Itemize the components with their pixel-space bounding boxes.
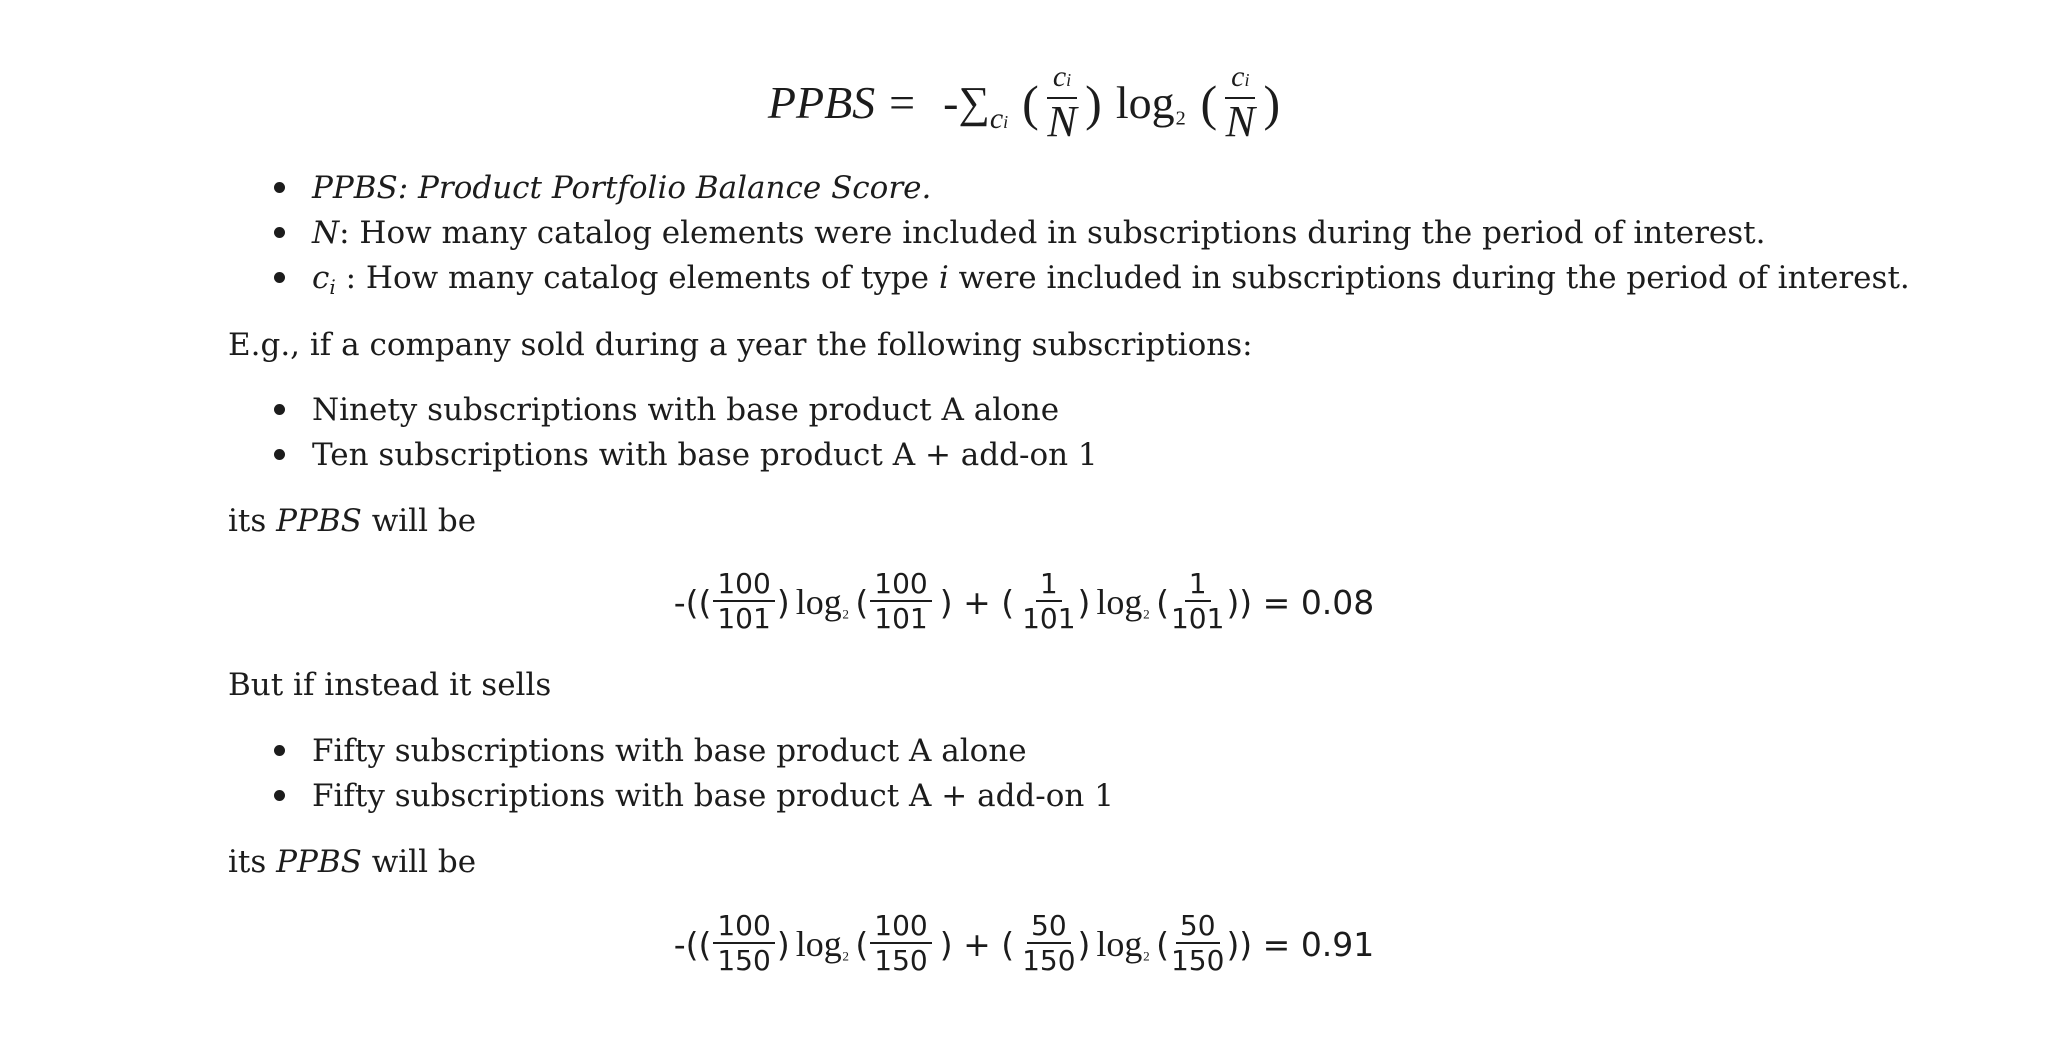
formula-sum-subscript: ci <box>989 101 1009 135</box>
definition-n: N: How many catalog elements were included in subscriptions during the period of interest. <box>312 213 1765 253</box>
fraction: 100 101 <box>870 568 931 636</box>
formula-log: log₂ <box>1115 77 1187 128</box>
formula-fraction-1: $\frac{ci}{N}$ <box>1047 60 1077 146</box>
bullet-icon <box>274 745 285 756</box>
formula-equals: = <box>889 77 916 128</box>
example2-calculation: -(( 100 150 ) log₂ ( 100 150 ) + ( 50 150 ) log₂ ( 50 150 )) = 0.91 <box>673 909 1375 977</box>
formula-lparen-1: ( <box>1022 74 1039 131</box>
contrast-text: But if instead it sells <box>228 667 552 703</box>
formula-lhs: PPBS <box>767 77 876 128</box>
fraction: 100 150 <box>870 910 931 978</box>
formula-sigma: ∑ <box>958 78 990 127</box>
example2-result-value: )) = 0.91 <box>1226 924 1375 964</box>
definition-ppbs: PPBS: Product Portfolio Balance Score. <box>312 168 931 208</box>
bullet-icon <box>274 404 285 415</box>
fraction: 50 150 <box>1022 909 1076 977</box>
bullet-icon <box>274 272 285 283</box>
example2-item: Fifty subscriptions with base product A + add-on 1 <box>312 776 1114 816</box>
formula-lparen-2: ( <box>1200 74 1218 131</box>
example1-item: Ninety subscriptions with base product A alone <box>312 390 1059 430</box>
example2-result-text: its PPBS will be <box>228 844 477 880</box>
main-formula <box>0 60 2048 145</box>
formula-rparen-2: ) <box>1263 74 1281 131</box>
fraction: 1 101 <box>1170 567 1225 635</box>
formula-fraction-2: $\frac{ci}{N}$ <box>1225 60 1255 146</box>
bullet-icon <box>274 182 285 193</box>
bullet-icon <box>274 227 285 238</box>
example1-item: Ten subscriptions with base product A + add-on 1 <box>312 435 1098 475</box>
example1-result-value: )) = 0.08 <box>1226 582 1375 622</box>
bullet-icon <box>274 449 285 460</box>
example1-calculation: -(( 100 101 ) log₂ ( 100 101 ) + ( 1 101 ) log₂ ( 1 101 )) = 0.08 <box>673 567 1375 635</box>
definition-ci: ci : How many catalog elements of type i were included in subscriptions during the period of interest. <box>312 258 1910 307</box>
intro-text: E.g., if a company sold during a year the following subscriptions: <box>228 327 1253 363</box>
fraction: 50 150 <box>1170 909 1225 977</box>
fraction: 100 150 <box>713 910 774 978</box>
fraction: 1 101 <box>1022 567 1076 635</box>
bullet-icon <box>274 790 285 801</box>
formula-minus: - <box>943 77 959 128</box>
example2-item: Fifty subscriptions with base product A alone <box>312 731 1027 771</box>
formula-rparen-1: ) <box>1085 74 1102 131</box>
example1-result-text: its PPBS will be <box>228 503 477 539</box>
fraction: 100 101 <box>713 568 774 636</box>
